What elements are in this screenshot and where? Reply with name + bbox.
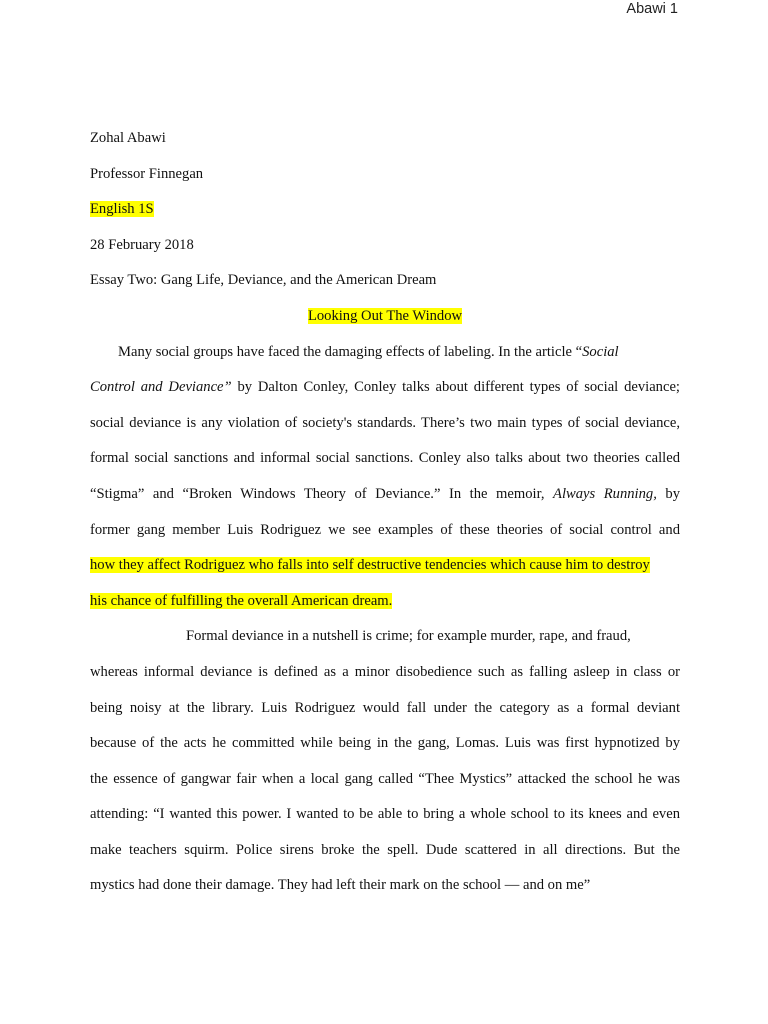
student-name: Zohal Abawi [90,130,166,146]
course-name [90,197,680,233]
essay-date: 28 February 2018 [90,236,194,253]
paragraph-2-line-8: mystics had done their damage. They had left their mark on the school — and on me” [90,877,591,894]
thesis-highlight-1: how they affect Rodriguez who falls into self destructive tendencies which cause him to destroy [90,557,650,574]
paragraph-2-line-5: the essence of gangwar fair when a local gang called “Thee Mystics” attacked the school he was [90,770,680,787]
paragraph-2-line-4: because of the acts he committed while being in the gang, Lomas. Luis was first hypnotized by [90,735,680,752]
paragraph-1-line-7 [90,553,680,589]
paragraph-2-line-2: whereas informal deviance is defined as a minor disobedience such as falling asleep in class or [90,663,680,680]
assignment-title: Essay Two: Gang Life, Deviance, and the American Dream [90,272,437,289]
paragraph-1-line-4: formal social sanctions and informal social sanctions. Conley also talks about two theories called [90,450,680,467]
paragraph-2-line-6: attending: “I wanted this power. I wanted to be able to bring a whole school to its knees and even [90,806,680,823]
paragraph-2-line-7: make teachers squirm. Police sirens broke the spell. Dude scattered in all directions. But the [90,841,680,858]
essay-title [90,304,680,340]
running-header: Abawi 1 [626,1,678,17]
essay-body [90,126,680,909]
paragraph-1-line-6: former gang member Luis Rodriguez we see examples of these theories of social control and [90,521,680,538]
course-highlight: English 1S [90,201,154,218]
essay-title-highlight: Looking Out The Window [307,307,463,324]
paragraph-1-line-1: Many social groups have faced the damaging effects of labeling. In the article “Social [118,343,619,360]
professor-name: Professor Finnegan [90,165,204,182]
paragraph-1-line-5: “Stigma” and “Broken Windows Theory of Deviance.” In the memoir, Always Running, by [90,485,680,502]
paragraph-1-line-2: Control and Deviance” by Dalton Conley, Conley talks about different types of social deviance; [90,379,680,396]
thesis-highlight-2: his chance of fulfilling the overall American dream. [90,592,393,609]
paragraph-1-line-8 [90,589,680,625]
paragraph-2-line-1: Formal deviance in a nutshell is crime; for example murder, rape, and fraud, [186,628,631,645]
paragraph-2-line-3: being noisy at the library. Luis Rodriguez would fall under the category as a formal deviant [90,699,680,716]
paragraph-1-line-3: social deviance is any violation of society's standards. There’s two main types of social deviance, [90,414,680,431]
